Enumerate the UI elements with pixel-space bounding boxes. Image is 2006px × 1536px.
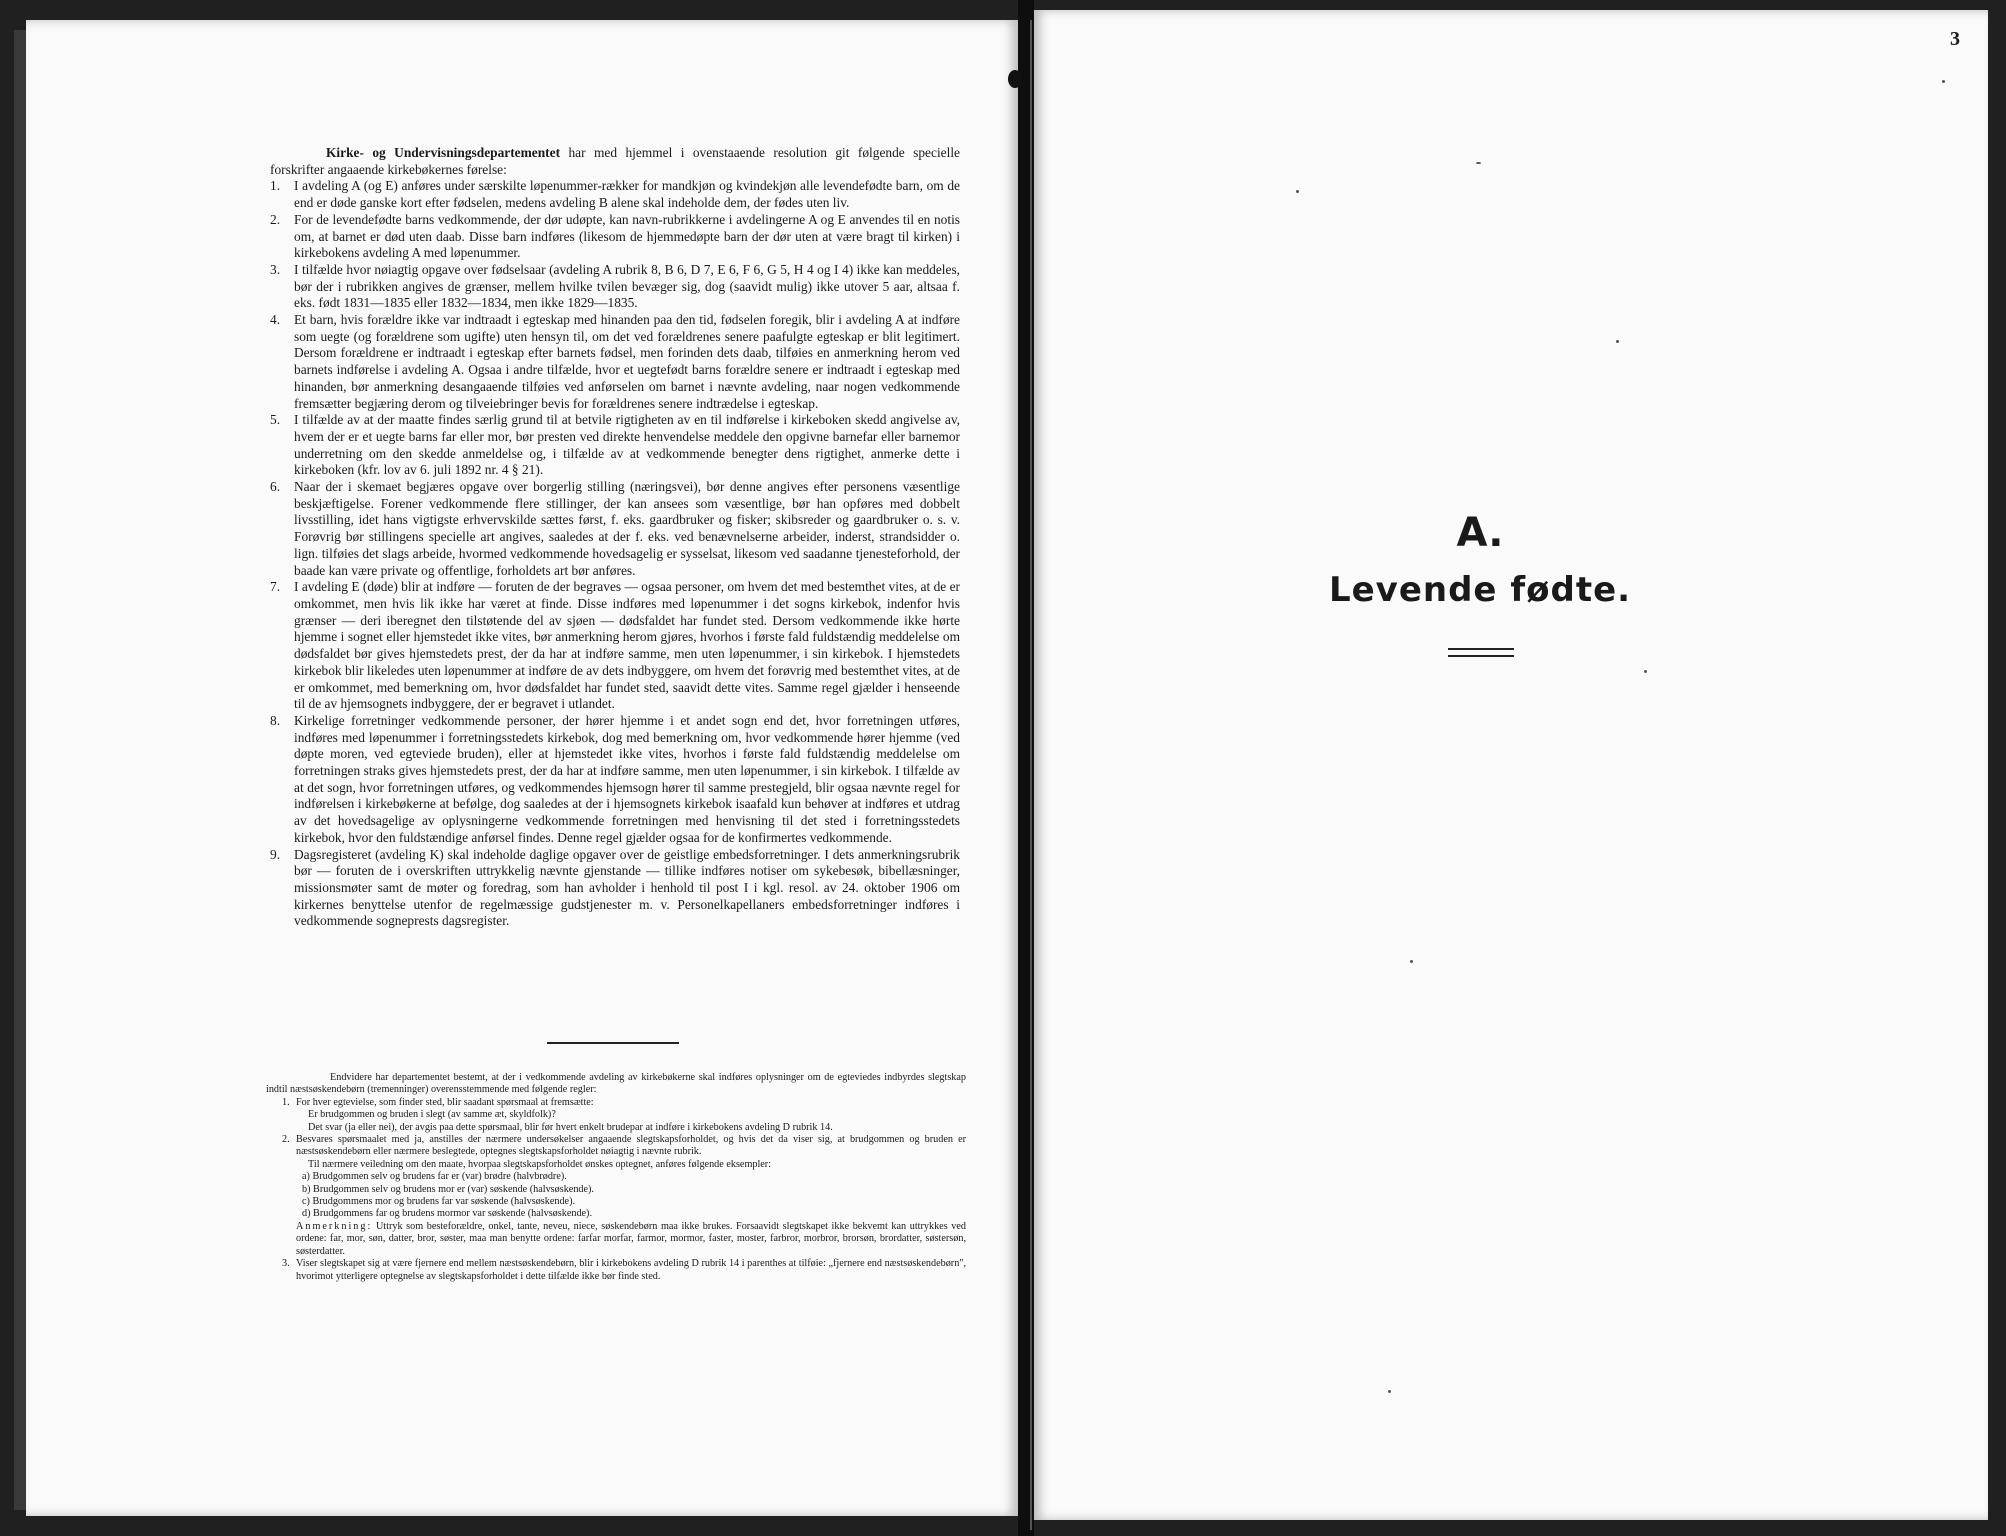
kinship-item [266,1097,966,1109]
kinship-number: 1. [282,1096,290,1108]
regulation-text: Dagsregisteret (avdeling K) skal indeholde daglige opgaver over de geistlige embedsforretninger. I dets anmerkningsrubrik bør — foruten de i overskriften uttrykkelig nævnte gjenstande — tillike indføres notiser om sykebesøk, bibellæsninger, missionsmøter samt de møter og foredrag, som han avholder i henhold til post I i kgl. resol. av 24. oktober 1906 om kirkernes benyttelse utenfor de regelmæssige gudstjenester m. v. Personelkapellaners embedsforretninger indføres i vedkommende sogneprests dagsregister. [294,846,960,929]
regulations-list [270,178,960,930]
church-book-regulations [270,145,960,930]
regulation-number: 9. [270,846,281,862]
regulation-item [270,178,960,211]
paper-speck [1476,162,1481,164]
regulation-number: 3. [270,261,281,277]
regulation-text: I avdeling E (døde) blir at indføre — foruten de der begraves — ogsaa personer, om hvem det med bestemthet vites, at de er omkommet, men hvis lik ikke har været at finde. Disse indføres med løpenummer i det sogns kirkebok, indenfor hvis grænser — deri iberegnet den tilstøtende del av sjøen — dødsfaldet har fundet sted. Dersom vedkommende ikke hørte hjemme i sognet eller hjemstedet ikke vites, bør anmerkning herom gjøres, hvorhos i første fald fuldstændig meddelelse om dødsfaldet bør gives hjemstedets prest, der da har at indføre samme, men uten løpenummer, i sin kirkebok. I hjemstedets kirkebok blir likeledes uten løpenummer at indføre de av dets indbyggere, om hvem det forøvrig med bestemthet vites, at de er omkommet, med bemerkning om, hvor dødsfaldet har fundet sted, saavidt dette vites. Samme regel gjælder i henseende til de av hjemsognets indbyggere, der er begravet i utlandet. [294,579,960,712]
regulation-item [270,713,960,847]
regulation-number: 7. [270,579,281,595]
regulation-item [270,212,960,262]
kinship-question: Er brudgommen og bruden i slegt (av samme æt, skyldfolk)? [308,1109,556,1121]
page-number: 3 [1950,28,1960,50]
left-page-edge [14,30,26,1510]
regulation-number: 2. [270,211,281,227]
regulation-text: Naar der i skemaet begjæres opgave over borgerlig stilling (næringsvei), bør denne angives efter personens væsentlige beskjæftigelse. Forener vedkommende flere stillinger, der kan ansees som væsentlige, bør han opføres med dobbelt livsstilling, idet hans vigtigste erhvervskilde sættes først, f. eks. gaardbruker og fisker; skibsreder og gaardbruker o. s. v. Forøvrig bør stillingens specielle art angives, saaledes at der f. eks. ved benævnelserne arbeider, inderst, strandsidder o. lign. tilføies det slags arbeide, hvormed vedkommende hovedsagelig er sysselsat, likesom ved saadanne tjenesteforhold, der baade kan være private og offentlige, forholdets art bør anføres. [294,479,960,578]
kinship-example: c) Brudgommens mor og brudens far var søskende (halvsøskende). [302,1196,576,1208]
paper-speck [1410,960,1413,963]
regulation-item [270,579,960,713]
section-title: Levende fødte. [1328,570,1632,610]
title-double-rule [1448,648,1514,657]
regulation-text: I tilfælde hvor nøiagtig opgave over fødselsaar (avdeling A rubrik 8, B 6, D 7, E 6, F 6, G 5, H 4 og I 4) ikke kan meddeles, bør der i rubrikken angives de grænser, mellem hvilke tvilen bevæger sig, dog (saavidt mulig) ikke utover 5 aar, altsaa f. eks. født 1831—1835 eller 1832—1834, men ikke 1829—1835. [294,261,960,311]
note-text: Uttryk som besteforældre, onkel, tante, neveu, niece, søskendebørn maa ikke brukes. Forsaavidt slegtskapet ikke bekvemt kan uttrykkes ved ordene: far, mor, søn, datter, bror, søster, maa man benytte ordene: farfar morfar, farmor, mormor, faster, moster, farbror, morbror, brorsøn, brordatter, søstersøn, søsterdatter. [296,1220,966,1257]
department-name: Kirke- og Undervisningsdepartementet [326,145,561,160]
kinship-number: 3. [282,1258,290,1270]
kinship-item [266,1134,966,1159]
regulations-intro [270,145,960,178]
regulation-item [270,262,960,312]
gutter-fold-line [1030,20,1032,1530]
paper-speck [1644,670,1647,673]
regulation-number: 4. [270,312,281,328]
regulation-text: Kirkelige forretninger vedkommende personer, der hører hjemme i et andet sogn end det, hvor forretningen utføres, indføres med løpenummer i forretningsstedets kirkebok, dog med bemerkning om, hvor vedkommende hører hjemme (ved døpte moren, ved egteviede bruden), eller at hjemstedet ikke vites, hvorhos i første fald fuldstændig meddelelse om forretningen straks gives hjemstedets prest, der da har at indføre samme, men uten løpenummer, i sin kirkebok. I tilfælde av at det sogn, hvor forretningen utføres, og vedkommendes hjemsogn hører til samme prestegjeld, blir ogsaa nævnte regel for indførelsen i kirkebøkerne at befølge, dog saaledes at der i hjemsognets kirkebok isaafald kun behøver at indføres et utdrag av det hovedsagelige av oplysningerne vedkommende forretningen med henvisning til det sted i forretningsstedets kirkebok, hvor den fuldstændige anførsel findes. Denne regel gjælder ogsaa for de konfirmertes vedkommende. [294,712,960,845]
paper-speck [1616,340,1619,343]
section-letter: A. [1456,510,1504,556]
regulation-number: 8. [270,712,281,728]
kinship-regulations [266,1072,966,1283]
kinship-note [266,1221,966,1258]
kinship-number: 2. [282,1134,290,1146]
kinship-text: Viser slegtskapet sig at være fjernere end mellem næstsøskendebørn, blir i kirkebokens avdeling D rubrik 14 i parenthes at tilføie: „fjernere end næstsøskendebørn", hvorimot ytterligere optegnelse av slegtskapsforholdet i dette tilfælde ikke bør finde sted. [296,1258,966,1282]
kinship-text: For hver egtevielse, som finder sted, blir saadant spørsmaal at fremsætte: [296,1096,594,1108]
section-divider [547,1042,679,1044]
kinship-example: b) Brudgommen selv og brudens mor er (var) søskende (halvsøskende). [302,1183,594,1195]
regulation-item [270,412,960,479]
binding-thread-mark [1008,70,1022,88]
paper-speck [1388,1390,1391,1393]
kinship-item [266,1258,966,1283]
regulation-item [270,312,960,412]
regulation-text: I avdeling A (og E) anføres under særskilte løpenummer-rækker for mandkjøn og kvindekjøn alle levendefødte barn, om de end er døde ganske kort efter fødselen, medens avdeling B alene skal indeholde dem, der fødes uten liv. [294,178,960,211]
intro-text: har med hjemmel i ovenstaaende resolution git følgende specielle forskrifter angaaende kirkebøkernes førelse: [270,145,960,177]
paper-speck [1296,190,1299,193]
right-page [1034,10,1988,1520]
regulation-item [270,479,960,579]
kinship-example: d) Brudgommens far og brudens mormor var søskende (halvsøskende). [302,1208,592,1220]
paper-speck [1942,80,1945,83]
kinship-text: Besvares spørsmaalet med ja, anstilles der nærmere undersøkelser angaaende slegtskapsforholdet, og hvis det da viser sig, at brudgommen og bruden er næstsøskendebørn eller nærmere beslegtede, optegnes slegtskapsforholdet nøiagtig i nævnte rubrik. [296,1134,966,1158]
kinship-guidance: Til nærmere veiledning om den maate, hvorpaa slegtskapsforholdet ønskes optegnet, anføres følgende eksempler: [308,1158,772,1170]
regulation-number: 1. [270,178,281,194]
kinship-answer-rule: Det svar (ja eller nei), der avgis paa dette spørsmaal, blir før hvert enkelt brudepar at indføre i kirkebokens avdeling D rubrik 14. [308,1121,833,1133]
kinship-example: a) Brudgommen selv og brudens far er (var) brødre (halvbrødre). [302,1171,567,1183]
regulation-text: Et barn, hvis forældre ikke var indtraadt i egteskap med hinanden paa den tid, fødselen foregik, blir i avdeling A at indføre som uegte (og forældrene som ugifte) uten hensyn til, om det ved forældrenes senere paafulgte egteskap er blit legitimert. Dersom forældrene er indtraadt i egteskap efter barnets fødsel, men forinden dets daab, tilføies en anmerkning herom ved barnets indførelse i avdeling A. Ogsaa i andre tilfælde, hvor et uegtefødt barns forældre senere er indtraadt i egteskap med hinanden, bør anmerkning desangaaende tilføies ved anførselen om barnet i nævnte avdeling, naar nogen vedkommende fremsætter begjæring derom og tilveiebringer bevis for forældrenes senere indtrædelse i egteskap. [294,312,960,411]
regulation-number: 5. [270,412,281,428]
note-label: Anmerkning: [296,1220,373,1232]
regulation-text: For de levendefødte barns vedkommende, der dør udøpte, kan navn-rubrikkerne i avdelingerne A og E anvendes til en notis om, at barnet er død uten daab. Disse barn indføres (likesom de hjemmedøpte barn der dør uten at være bragt til kirken) i kirkebokens avdeling A med løpenummer. [294,211,960,261]
regulation-item [270,847,960,931]
kinship-intro: Endvidere har departementet bestemt, at der i vedkommende avdeling av kirkebøkerne skal indføres oplysninger om de egteviedes indbyrdes slegtskap indtil næstsøskendebørn (tremenninger) overensstemmende med følgende regler: [266,1072,966,1096]
regulation-number: 6. [270,479,281,495]
regulation-text: I tilfælde av at der maatte findes særlig grund til at betvile rigtigheten av en til indførelse i kirkeboken skedd angivelse av, hvem der er et uegte barns far eller mor, bør presten ved direkte henvendelse meddele den opgivne barnefar eller barnemor underretning om den skedde anmeldelse og, i tilfælde av at vedkommende benegter dens rigtighet, anmerke dette i kirkeboken (kfr. lov av 6. juli 1892 nr. 4 § 21). [294,412,960,478]
